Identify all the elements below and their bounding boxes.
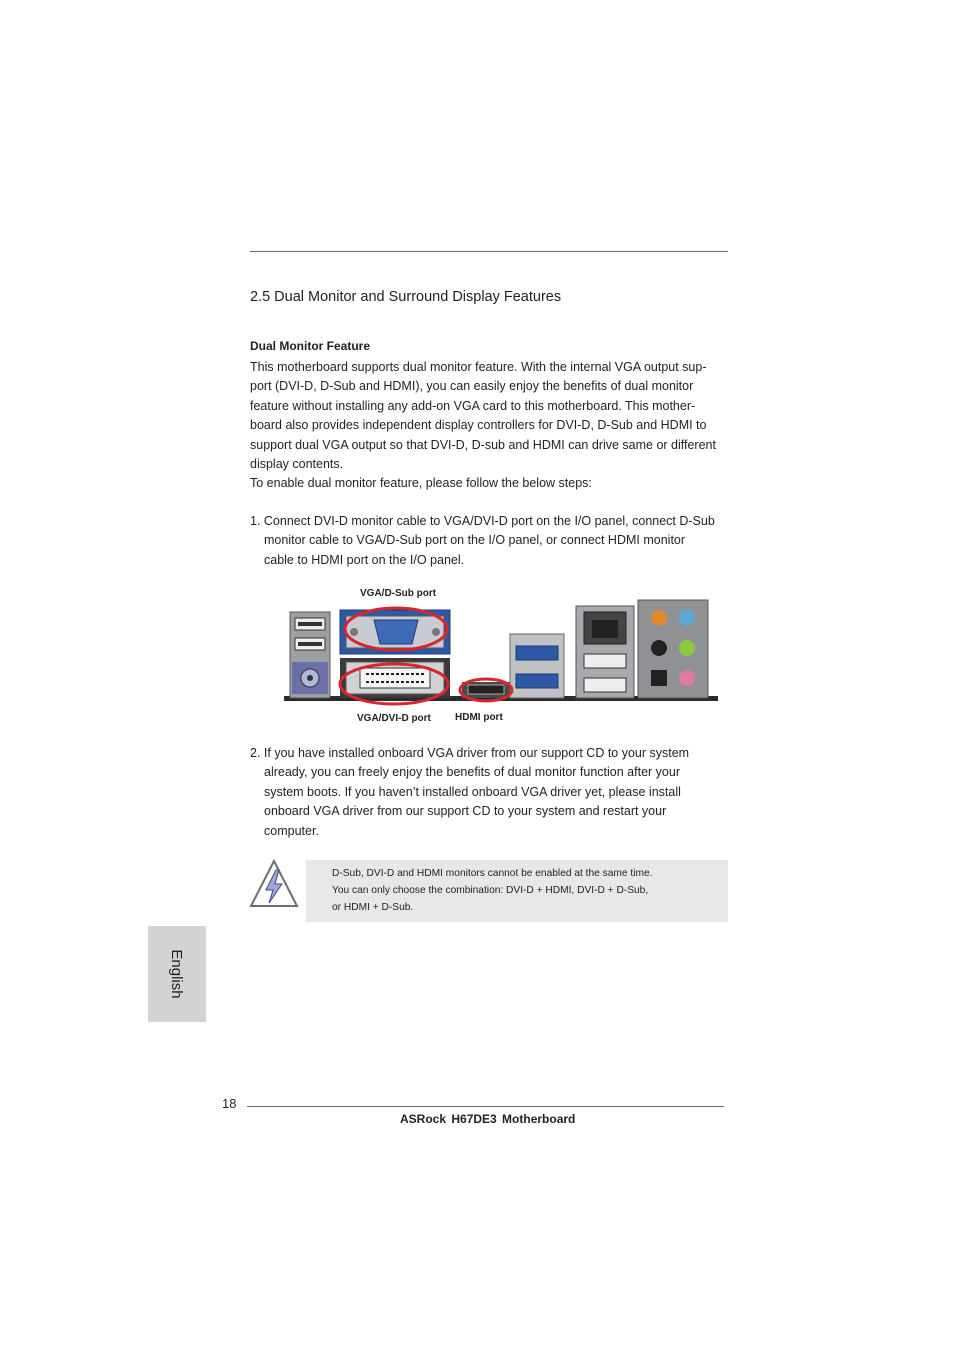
step-line: cable to HDMI port on the I/O panel. <box>264 552 465 567</box>
paragraph-line: port (DVI-D, D-Sub and HDMI), you can easily enjoy the benefits of dual monitor <box>250 379 694 394</box>
paragraph-line: This motherboard supports dual monitor feature. With the internal VGA output sup- <box>250 360 707 374</box>
step-2 <box>250 744 730 841</box>
label-vga-dvid-port: VGA/DVI-D port <box>357 713 431 724</box>
note-line: D-Sub, DVI-D and HDMI monitors cannot be enabled at the same time. <box>332 868 653 879</box>
dual-monitor-paragraph <box>250 358 730 494</box>
lan-usb-stack <box>576 606 634 698</box>
label-vga-dsub-port: VGA/D-Sub port <box>360 588 437 599</box>
io-panel-illustration <box>282 598 722 706</box>
top-rule <box>250 251 728 252</box>
bottom-rule <box>247 1106 724 1107</box>
note-line: You can only choose the combination: DVI-D + HDMI, DVI-D + D-Sub, <box>332 885 649 896</box>
audio-jacks <box>638 600 708 698</box>
usb3-stack <box>510 634 564 698</box>
language-tab-label: English <box>168 949 186 999</box>
language-tab <box>148 926 206 1022</box>
step-line: computer. <box>264 823 319 838</box>
label-hdmi-port: HDMI port <box>455 712 503 723</box>
paragraph-line: feature without installing any add-on VGA card to this motherboard. This mother- <box>250 398 696 413</box>
step-line: system boots. If you haven’t installed onboard VGA driver yet, please install <box>264 784 681 799</box>
paragraph-line: support dual VGA output so that DVI-D, D-sub and HDMI can drive same or different <box>250 437 716 452</box>
note-text <box>332 865 702 916</box>
step-line: 1. Connect DVI-D monitor cable to VGA/DVI-D port on the I/O panel, connect D-Sub <box>250 514 715 528</box>
step-line: monitor cable to VGA/D-Sub port on the I/O panel, or connect HDMI monitor <box>264 533 686 548</box>
note-line: or HDMI + D-Sub. <box>332 902 414 913</box>
warning-lightning-icon <box>248 858 300 910</box>
step-1 <box>250 512 730 570</box>
hdmi-port <box>462 682 510 698</box>
paragraph-line: To enable dual monitor feature, please follow the below steps: <box>250 476 592 491</box>
page-number: 18 <box>222 1096 237 1111</box>
footer-product: ASRock H67DE3 Motherboard <box>400 1112 576 1126</box>
dual-monitor-heading: Dual Monitor Feature <box>250 339 371 353</box>
step-line: already, you can freely enjoy the benefits of dual monitor function after your <box>264 765 680 780</box>
step-line: onboard VGA driver from our support CD to your system and restart your <box>264 804 667 819</box>
paragraph-line: display contents. <box>250 456 344 471</box>
step-line: 2. If you have installed onboard VGA driver from our support CD to your system <box>250 746 690 760</box>
paragraph-line: board also provides independent display controllers for DVI-D, D-Sub and HDMI to <box>250 418 707 433</box>
section-title: 2.5 Dual Monitor and Surround Display Features <box>250 289 562 305</box>
usb-ps2-stack <box>290 612 330 698</box>
